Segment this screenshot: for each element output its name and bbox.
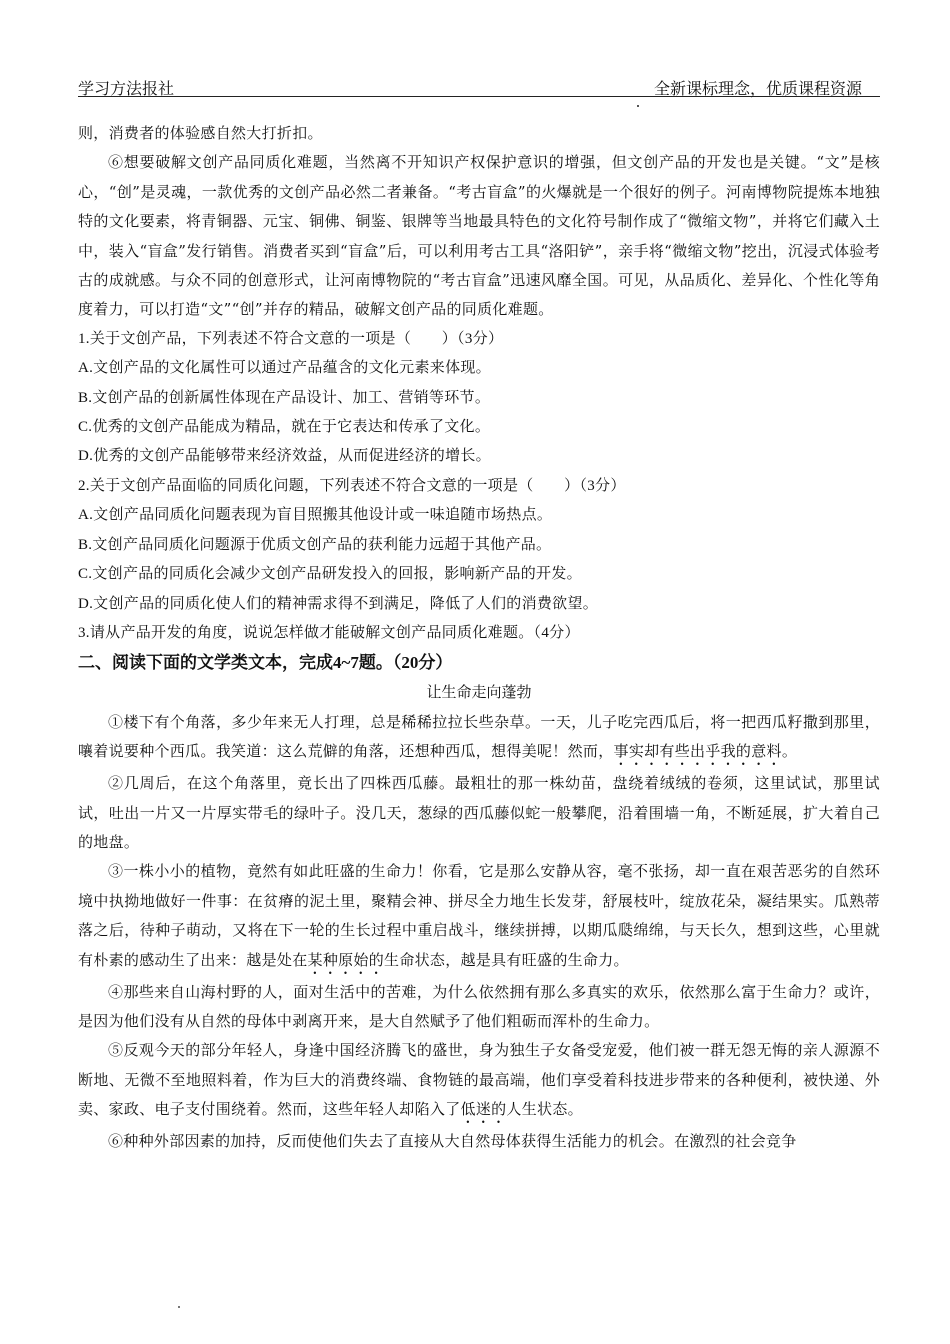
question-1-option-d: D.优秀的文创产品能够带来经济效益，从而促进经济的增长。 [78, 448, 491, 465]
question-3-stem: 3.请从产品开发的角度，说说怎样做才能破解文创产品同质化难题。（4分） [78, 624, 580, 641]
passage-paragraph-4: ④那些来自山海村野的人，面对生活中的苦难，为什么依然拥有那么多真实的欢乐，依然那么富于生命力？或许，是因为他们没有从自然的母体中剥离开来，是大自然赋予了他们粗砺而浑朴的生命力。 [78, 982, 880, 1030]
section-2-heading: 二、阅读下面的文学类文本，完成4~7题。（20分） [78, 653, 453, 673]
passage-paragraph-5 [78, 1036, 880, 1127]
paragraph-6: ⑥想要破解文创产品同质化难题，当然离不开知识产权保护意识的增强，但文创产品的开发也是关键。“文”是核心，“创”是灵魂，一款优秀的文创产品必然二者兼备。“考古盲盒”的火爆就是一个很好的例子。河南博物院提炼本地独特的文化要素，将青铜器、元宝、铜佛、铜鉴、银牌等当地最具特色的文化符号制作成了“微缩文物”，并将它们藏入土中，装入“盲盒”发行销售。消费者买到“盲盒”后，可以利用考古工具“洛阳铲”，亲手将“微缩文物”挖出，沉浸式体验考古的成就感。与众不同的创意形式，让河南博物院的“考古盲盒”迅速风靡全国。可见，从品质化、差异化、个性化等角度着力，可以打造“文”“创”并存的精品，破解文创产品的同质化难题。 [78, 153, 880, 319]
footer-dot-mark [178, 1306, 180, 1308]
passage-p5-end: 人生状态。 [506, 1100, 583, 1119]
header-slogan: 全新课标理念，优质课程资源 [653, 79, 862, 98]
passage-p5-emphasis: 低迷的 [460, 1100, 507, 1119]
question-1-option-a: A.文创产品的文化属性可以通过产品蕴含的文化元素来体现。 [78, 360, 491, 377]
passage-p1-end: 。 [781, 742, 798, 761]
page-content [78, 119, 880, 1157]
question-1-stem: 1.关于文创产品，下列表述不符合文意的一项是（ ）（3分） [78, 330, 504, 347]
question-2-stem: 2.关于文创产品面临的同质化问题，下列表述不符合文意的一项是（ ）（3分） [78, 477, 626, 494]
question-2-option-c: C.文创产品的同质化会减少文创产品研发投入的回报，影响新产品的开发。 [78, 566, 582, 583]
passage-paragraph-2: ②几周后，在这个角落里，竟长出了四株西瓜藤。最粗壮的那一株幼苗，盘绕着绒绒的卷须，这里试试，那里试试，吐出一片又一片厚实带毛的绿叶子。没几天，葱绿的西瓜藤似蛇一般攀爬，沿着围墙一角，不断延展，扩大着自己的地盘。 [78, 774, 880, 851]
passage-p1-emphasis: 事实却有些出乎我的意料 [613, 742, 782, 761]
header-publisher: 学习方法报社 [78, 79, 175, 98]
page-header [78, 74, 880, 97]
question-2-option-a: A.文创产品同质化问题表现为盲目照搬其他设计或一味追随市场热点。 [78, 507, 553, 524]
question-2-option-d: D.文创产品的同质化使人们的精神需求得不到满足，降低了人们的消费欲望。 [78, 595, 599, 612]
question-1-option-c: C.优秀的文创产品能成为精品，就在于它表达和传承了文化。 [78, 419, 491, 436]
passage-paragraph-1 [78, 708, 880, 769]
passage-paragraph-6: ⑥种种外部因素的加持，反而使他们失去了直接从大自然母体获得生活能力的机会。在激烈的社会竞争 [108, 1132, 797, 1151]
question-2-option-b: B.文创产品同质化问题源于优质文创产品的获利能力远超于其他产品。 [78, 536, 552, 553]
passage-p3-text: ③一株小小的植物，竟然有如此旺盛的生命力！你看，它是那么安静从容，毫不张扬，却一直在艰苦恶劣的自然环境中执拗地做好一件事：在贫瘠的泥土里，聚精会神、拼尽全力地生长发芽，舒展枝叶，绽放花朵，凝结果实。瓜熟蒂落之后，待种子萌动，又将在下一轮的生长过程中重启战斗，继续拼搏，以期瓜瓞绵绵，与天长久，想到这些，心里就有朴素的感动生了出来：越是处在 [78, 862, 880, 969]
passage-p3-emphasis: 某种原始的 [307, 950, 385, 969]
passage-paragraph-3 [78, 857, 880, 977]
passage-p1-text: ①楼下有个角落，多少年来无人打理，总是稀稀拉拉长些杂草。一天，儿子吃完西瓜后，将一把西瓜籽撒到那里，嚷着说要种个西瓜。我笑道：这么荒僻的角落，还想种西瓜，想得美呢！然而， [78, 712, 880, 761]
passage-p5-text: ⑤反观今天的部分年轻人，身逢中国经济腾飞的盛世，身为独生子女备受宠爱，他们被一群无怨无悔的亲人源源不断地、无微不至地照料着，作为巨大的消费终端、食物链的最高端，他们享受着科技进步带来的各种便利，被快递、外卖、家政、电子支付围绕着。然而，这些年轻人却陷入了 [78, 1041, 880, 1119]
header-dot-mark [637, 105, 639, 107]
question-1-option-b: B.文创产品的创新属性体现在产品设计、加工、营销等环节。 [78, 389, 491, 406]
paragraph-continued: 则，消费者的体验感自然大打折扣。 [78, 124, 323, 142]
passage-title: 让生命走向蓬勃 [426, 683, 532, 702]
passage-p3-end: 生命状态，越是具有旺盛的生命力。 [384, 950, 629, 969]
